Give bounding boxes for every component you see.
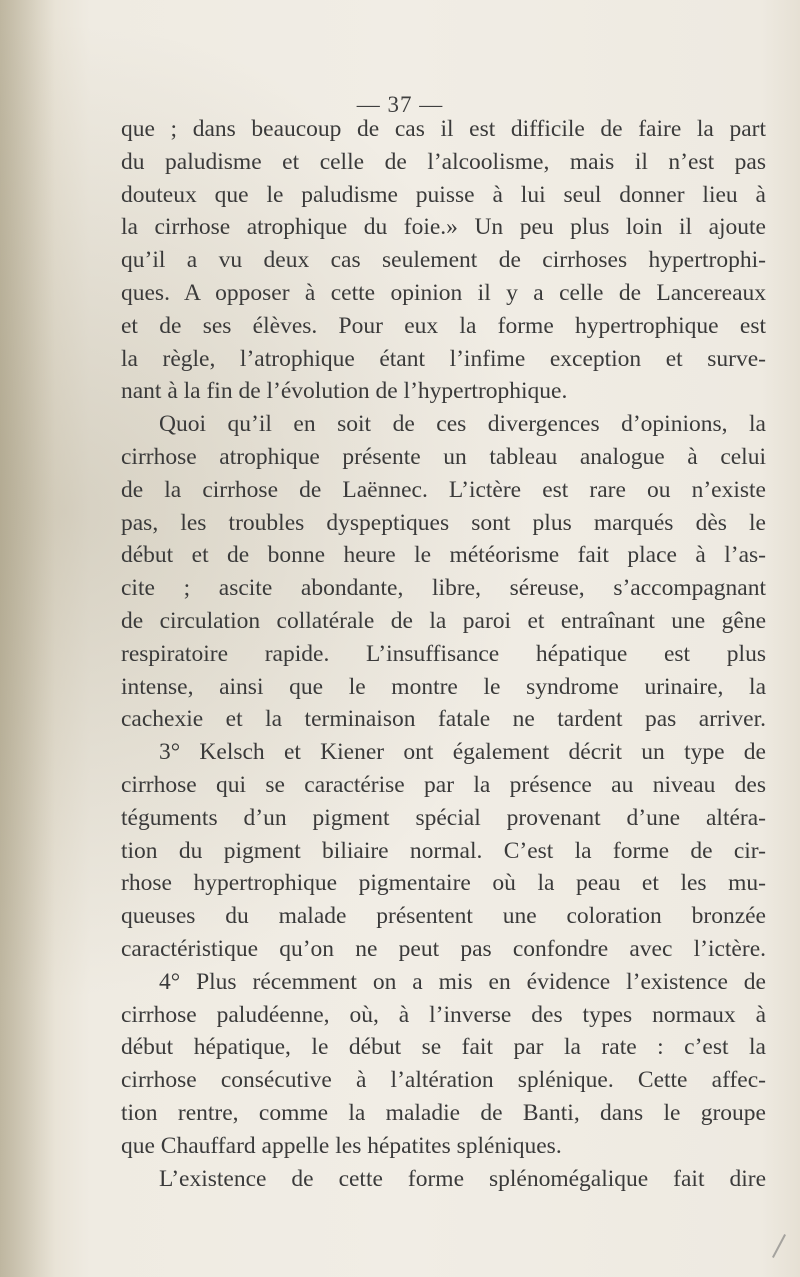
text-line: ques. A opposer à cette opinion il y a celle de Lancereaux	[121, 279, 766, 306]
text-line: téguments d’un pigment spécial provenant d’une altéra-	[121, 804, 766, 831]
body-text	[121, 113, 766, 1195]
binding-shadow	[0, 0, 55, 1277]
text-line: cirrhose consécutive à l’altération splénique. Cette affec-	[121, 1067, 766, 1094]
text-line: que Chauffard appelle les hépatites spléniques.	[121, 1132, 562, 1159]
text-line: cirrhose atrophique présente un tableau analogue à celui	[121, 443, 766, 470]
text-line: respiratoire rapide. L’insuffisance hépatique est plus	[121, 640, 766, 667]
text-line: cachexie et la terminaison fatale ne tardent pas arriver.	[121, 706, 766, 733]
paragraph-start: 4° Plus récemment on a mis en évidence l’existence de	[159, 968, 766, 995]
text-line: queuses du malade présentent une coloration bronzée	[121, 903, 766, 930]
text-line: cirrhose qui se caractérise par la présence au niveau des	[121, 771, 766, 798]
text-line: caractéristique qu’on ne peut pas confondre avec l’ictère.	[121, 935, 766, 962]
page-number: — 37 —	[356, 92, 444, 117]
text-line: et de ses élèves. Pour eux la forme hypertrophique est	[121, 312, 766, 339]
text-line: que ; dans beaucoup de cas il est difficile de faire la part	[121, 116, 766, 142]
text-line: intense, ainsi que le montre le syndrome urinaire, la	[121, 673, 766, 700]
text-line: douteux que le paludisme puisse à lui seul donner lieu à	[121, 181, 766, 208]
text-line: de la cirrhose de Laënnec. L’ictère est rare ou n’existe	[121, 476, 766, 503]
text-line: nant à la fin de l’évolution de l’hypertrophique.	[121, 378, 568, 405]
text-line: la règle, l’atrophique étant l’infime exception et surve-	[121, 345, 766, 372]
text-line: cirrhose paludéenne, où, à l’inverse des types normaux à	[121, 1001, 766, 1028]
paragraph-start: 3° Kelsch et Kiener ont également décrit un type de	[159, 739, 766, 766]
text-line: pas, les troubles dyspeptiques sont plus marqués dès le	[121, 509, 766, 536]
text-line: début et de bonne heure le météorisme fait place à l’as-	[121, 542, 766, 569]
text-line: tion rentre, comme la maladie de Banti, dans le groupe	[121, 1099, 766, 1126]
paragraph-start: Quoi qu’il en soit de ces divergences d’opinions, la	[159, 411, 766, 438]
text-line: qu’il a vu deux cas seulement de cirrhoses hypertrophi-	[121, 247, 766, 274]
paragraph-start: L’existence de cette forme splénomégalique fait dire	[159, 1165, 766, 1192]
pencil-mark	[772, 1234, 786, 1258]
text-line: du paludisme et celle de l’alcoolisme, mais il n’est pas	[121, 148, 766, 175]
text-line: début hépatique, le début se fait par la rate : c’est la	[121, 1034, 766, 1061]
text-line: cite ; ascite abondante, libre, séreuse, s’accompagnant	[121, 575, 766, 602]
text-line: la cirrhose atrophique du foie.» Un peu plus loin il ajoute	[121, 214, 766, 241]
text-line: de circulation collatérale de la paroi et entraînant une gêne	[121, 607, 766, 634]
text-line: tion du pigment biliaire normal. C’est la forme de cir-	[121, 837, 766, 864]
text-line: rhose hypertrophique pigmentaire où la peau et les mu-	[121, 870, 766, 897]
